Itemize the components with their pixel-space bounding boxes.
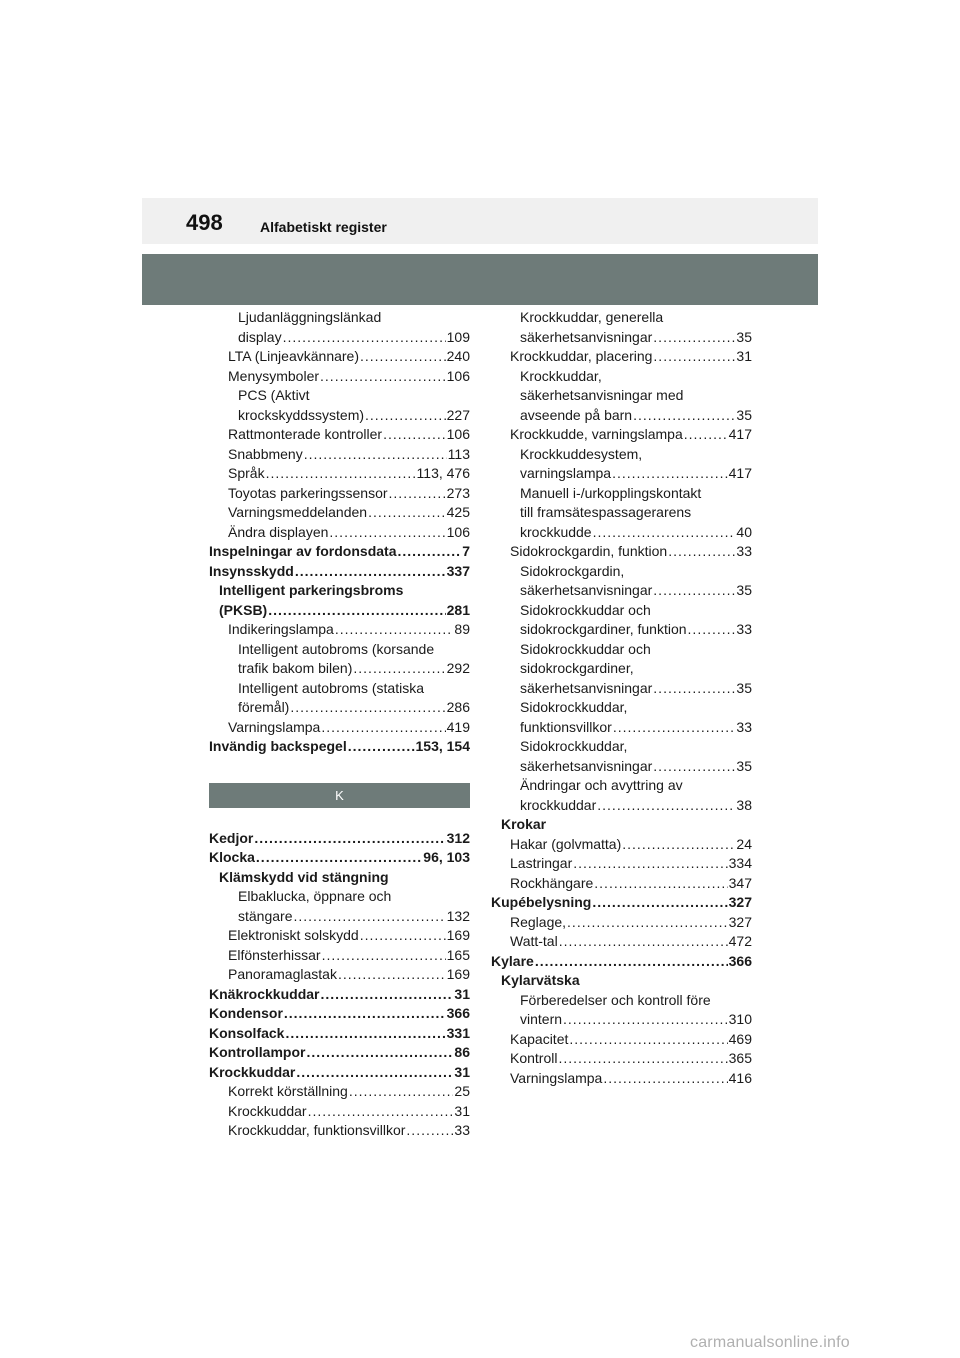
index-entry-text: Kontrollampor: [209, 1044, 306, 1060]
index-entry-page[interactable]: 334: [728, 855, 752, 871]
index-entry-text: Sidokrockgardin,: [520, 562, 625, 579]
index-entry: [209, 523, 470, 543]
index-entry-text: säkerhetsanvisningar: [520, 757, 653, 774]
index-entry-text: Hakar (golvmatta): [510, 835, 622, 852]
index-entry-text: Varningsmeddelanden: [228, 504, 368, 520]
index-entry-text: Krockkuddar,: [520, 367, 602, 384]
index-entry-text: Kapacitet: [510, 1030, 569, 1047]
page-number: 498: [186, 210, 223, 235]
index-entry-text: Sidokrockkuddar,: [520, 699, 628, 715]
index-entry: [491, 913, 752, 933]
dot-leader: [322, 946, 446, 966]
index-entry-page[interactable]: 240: [446, 348, 470, 364]
index-entry: [491, 640, 752, 699]
index-entry-text: Intelligent autobroms (korsande: [238, 640, 435, 657]
dot-leader: [559, 932, 728, 952]
index-entry-text: Rockhängare: [510, 874, 594, 891]
dot-leader: [254, 829, 445, 849]
index-entry-text: Panoramaglastak: [228, 966, 337, 982]
dot-leader: [653, 679, 735, 699]
index-entry: [491, 835, 752, 855]
index-entry-text: funktionsvillkor: [520, 718, 612, 735]
dot-leader: [320, 367, 446, 387]
index-entry: [209, 868, 470, 888]
index-entry-text: krockkudde: [520, 523, 592, 540]
dot-leader: [266, 464, 416, 484]
index-entry: [491, 601, 752, 640]
index-entry-text: Krokar: [501, 816, 547, 832]
dot-leader: [360, 347, 446, 367]
index-entry: [209, 985, 470, 1005]
dot-leader: [592, 893, 727, 913]
dot-leader: [285, 1024, 445, 1044]
index-entry-text: föremål): [238, 699, 290, 715]
dot-leader: [594, 874, 727, 894]
index-entry-text: Intelligent autobroms (statiska: [238, 679, 424, 696]
index-entry: [491, 991, 752, 1030]
index-entry-page[interactable]: 469: [728, 1030, 752, 1047]
index-entry: [491, 1069, 752, 1089]
index-entry-text: Sidokrockkuddar och: [520, 601, 651, 618]
index-entry-text: (PKSB): [219, 601, 268, 618]
index-entry-page[interactable]: 365: [728, 1050, 752, 1066]
index-entry: [491, 425, 752, 445]
index-entry-page[interactable]: 312: [446, 829, 470, 846]
dot-leader: [397, 542, 461, 562]
index-entry-text: sidokrockgardiner, funktion: [520, 621, 687, 637]
dot-leader: [360, 926, 446, 946]
index-list-k-continued: [491, 308, 752, 1088]
index-entry-page[interactable]: 35: [736, 582, 752, 598]
index-entry: [209, 542, 470, 562]
dot-leader: [256, 848, 422, 868]
index-entry-text: säkerhetsanvisningar: [520, 328, 653, 345]
section-title: Alfabetiskt register: [260, 219, 387, 235]
index-entry-text: Krockkuddar, generella: [520, 309, 664, 325]
dot-leader: [335, 620, 454, 640]
dot-leader: [338, 965, 446, 985]
index-entry-text: Krockkuddar: [209, 1063, 296, 1080]
index-entry-text: Knäkrockkuddar: [209, 985, 320, 1002]
index-entry: [491, 971, 752, 991]
index-entry-page[interactable]: 106: [446, 367, 470, 384]
dot-leader: [612, 464, 728, 484]
index-entry: [209, 848, 470, 868]
index-entry-page[interactable]: 327: [728, 894, 752, 910]
header-divider-bar: [142, 254, 818, 305]
index-entry: [491, 815, 752, 835]
index-entry: [209, 1024, 470, 1044]
index-entry-page[interactable]: 7: [462, 543, 470, 559]
index-entry: [209, 562, 470, 582]
index-entry-text: Inspelningar av fordonsdata: [209, 543, 397, 559]
index-entry-page[interactable]: 366: [728, 952, 752, 969]
index-entry: [209, 1082, 470, 1102]
index-entry: [209, 926, 470, 946]
index-entry-page[interactable]: 106: [446, 523, 470, 540]
index-entry-page[interactable]: 419: [446, 718, 470, 735]
index-entry: [491, 874, 752, 894]
dot-leader: [613, 718, 736, 738]
dot-leader: [365, 406, 446, 426]
index-entry: [209, 620, 470, 640]
index-entry-text: Lastringar: [510, 855, 573, 871]
index-entry-page[interactable]: 273: [446, 484, 470, 501]
index-entry-text: Intelligent parkeringsbroms: [219, 582, 404, 598]
dot-leader: [597, 796, 735, 816]
index-entry: [491, 347, 752, 367]
dot-leader: [321, 718, 445, 738]
index-entry-page[interactable]: 417: [728, 426, 752, 442]
index-entry-text: Sidokrockkuddar,: [520, 738, 628, 754]
index-entry: [491, 893, 752, 913]
index-entry: [209, 484, 470, 504]
index-entry: [491, 562, 752, 601]
dot-leader: [622, 835, 735, 855]
dot-leader: [383, 425, 446, 445]
index-entry-page[interactable]: 38: [736, 796, 752, 813]
dot-leader: [306, 1043, 453, 1063]
index-entry-page[interactable]: 33: [736, 621, 752, 637]
index-entry-text: Språk: [228, 465, 265, 481]
index-entry: [209, 1004, 470, 1024]
dot-leader: [329, 523, 445, 543]
dot-leader: [296, 1063, 453, 1083]
index-entry-text: Indikeringslampa: [228, 621, 334, 637]
index-entry-text: display: [238, 328, 282, 345]
index-entry-text: Elfönsterhissar: [228, 946, 321, 963]
index-entry: [209, 386, 470, 425]
dot-leader: [308, 1102, 454, 1122]
index-entry-page[interactable]: 31: [736, 348, 752, 364]
dot-leader: [535, 952, 728, 972]
dot-leader: [567, 913, 728, 933]
index-entry-text: Menysymboler: [228, 367, 320, 384]
index-entry-page[interactable]: 169: [446, 966, 470, 982]
index-entry: [491, 484, 752, 543]
dot-leader: [349, 1082, 454, 1102]
index-entry-text: Snabbmeny: [228, 445, 303, 462]
dot-leader: [684, 425, 728, 445]
page-header: [142, 198, 818, 244]
index-entry-page[interactable]: 40: [736, 523, 752, 540]
index-entry-text: Korrekt körställning: [228, 1083, 348, 1099]
index-entry-text: Kylarvätska: [501, 972, 580, 988]
index-entry-text: Toyotas parkeringssensor: [228, 484, 388, 501]
dot-leader: [389, 484, 446, 504]
index-entry-page[interactable]: 416: [728, 1069, 752, 1086]
index-entry-text: Reglage,: [510, 913, 567, 930]
index-entry-page[interactable]: 153, 154: [415, 738, 470, 754]
index-entry-text: Insynsskydd: [209, 562, 294, 579]
index-list-i: [209, 308, 470, 757]
index-entry: [209, 718, 470, 738]
index-entry: [209, 965, 470, 985]
index-entry-page[interactable]: 366: [446, 1005, 470, 1021]
index-entry: [209, 425, 470, 445]
dot-leader: [284, 1004, 446, 1024]
dot-leader: [653, 347, 735, 367]
index-entry-page[interactable]: 33: [736, 718, 752, 735]
index-entry: [491, 1049, 752, 1069]
index-entry-text: krockkuddar: [520, 796, 597, 813]
index-entry-text: Klocka: [209, 849, 255, 865]
index-entry-text: vintern: [520, 1011, 563, 1027]
index-list-k: [209, 829, 470, 1141]
index-entry-page[interactable]: 113, 476: [416, 465, 470, 481]
index-entry: [209, 1102, 470, 1122]
dot-leader: [653, 328, 735, 348]
index-entry-text: PCS (Aktivt: [238, 387, 310, 403]
index-entry-text: säkerhetsanvisningar: [520, 582, 653, 598]
index-entry: [209, 1121, 470, 1141]
index-entry-page[interactable]: 165: [446, 946, 470, 963]
dot-leader: [563, 1010, 728, 1030]
index-entry-text: Krockkudde, varningslampa: [510, 426, 683, 442]
index-entry: [491, 854, 752, 874]
index-entry-text: Krockkuddar, placering: [510, 348, 653, 364]
index-entry-page[interactable]: 35: [736, 679, 752, 696]
index-entry: [491, 542, 752, 562]
index-entry: [209, 464, 470, 484]
index-entry: [209, 347, 470, 367]
dot-leader: [558, 1049, 727, 1069]
index-entry-text: stängare: [238, 907, 293, 924]
index-entry-page[interactable]: 347: [728, 874, 752, 891]
index-entry-text: Manuell i-/urkopplingskontakt: [520, 484, 702, 501]
index-entry-text: Kontroll: [510, 1050, 558, 1066]
index-entry-page[interactable]: 31: [454, 1063, 470, 1080]
index-entry: [491, 445, 752, 484]
index-entry-text: Watt-tal: [510, 933, 558, 949]
dot-leader: [593, 523, 736, 543]
index-entry: [491, 932, 752, 952]
index-entry: [209, 503, 470, 523]
index-entry-page[interactable]: 35: [736, 328, 752, 345]
index-entry-page[interactable]: 169: [446, 927, 470, 943]
index-entry-text: varningslampa: [520, 465, 612, 481]
index-entry-text: Kedjor: [209, 829, 254, 846]
index-entry: [491, 367, 752, 426]
index-entry: [209, 445, 470, 465]
index-entry-text: till framsätespassagerarens: [520, 504, 692, 520]
letter-divider-k: K: [209, 783, 470, 808]
index-entry-page[interactable]: 31: [454, 985, 470, 1002]
index-entry-page[interactable]: 286: [446, 699, 470, 715]
index-entry-page[interactable]: 96, 103: [423, 849, 470, 865]
index-entry-page[interactable]: 472: [728, 933, 752, 949]
dot-leader: [304, 445, 447, 465]
index-entry-text: Elbaklucka, öppnare och: [238, 888, 392, 904]
index-entry: [491, 737, 752, 776]
index-entry-text: Konsolfack: [209, 1024, 285, 1041]
dot-leader: [268, 601, 445, 621]
dot-leader: [688, 620, 736, 640]
index-entry-text: krockskyddssystem): [238, 406, 365, 423]
index-entry-text: Krockkuddar, funktionsvillkor: [228, 1122, 406, 1138]
index-entry-page[interactable]: 310: [728, 1011, 752, 1027]
index-entry-text: Rattmonterade kontroller: [228, 426, 383, 442]
index-entry-page[interactable]: 337: [446, 562, 470, 579]
index-entry: [209, 1043, 470, 1063]
dot-leader: [668, 542, 735, 562]
dot-leader: [569, 1030, 727, 1050]
dot-leader: [353, 659, 445, 679]
dot-leader: [368, 503, 446, 523]
index-entry-page[interactable]: 132: [446, 907, 470, 924]
index-entry: [209, 640, 470, 679]
index-entry-page[interactable]: 331: [446, 1024, 470, 1041]
index-entry: [209, 308, 470, 347]
dot-leader: [283, 328, 446, 348]
index-entry-page[interactable]: 33: [454, 1122, 470, 1138]
dot-leader: [320, 985, 453, 1005]
index-entry: [209, 1063, 470, 1083]
index-entry-page[interactable]: 33: [736, 543, 752, 559]
index-entry-text: Invändig backspegel: [209, 738, 347, 754]
index-entry-page[interactable]: 113: [447, 445, 470, 462]
index-entry: [491, 308, 752, 347]
index-entry-page[interactable]: 25: [454, 1083, 470, 1099]
index-entry-page[interactable]: 31: [454, 1102, 470, 1119]
index-entry-text: Ljudanläggningslänkad: [238, 309, 382, 325]
index-entry: [209, 367, 470, 387]
index-entry-text: Kupébelysning: [491, 894, 592, 910]
index-entry-text: Klämskydd vid stängning: [219, 868, 389, 885]
index-entry-page[interactable]: 417: [728, 465, 752, 481]
index-entry: [209, 581, 470, 620]
dot-leader: [406, 1121, 453, 1141]
index-entry-page[interactable]: 292: [446, 660, 470, 676]
index-entry: [491, 952, 752, 972]
dot-leader: [653, 757, 735, 777]
index-entry-page[interactable]: 35: [736, 757, 752, 774]
index-entry-page[interactable]: 227: [446, 406, 470, 423]
index-entry-page[interactable]: 425: [446, 504, 470, 520]
index-entry-text: Förberedelser och kontroll före: [520, 991, 711, 1008]
watermark: carmanualsonline.info: [690, 1334, 850, 1351]
index-entry-text: Varningslampa: [510, 1069, 603, 1086]
index-entry-text: Kylare: [491, 952, 534, 969]
dot-leader: [653, 581, 735, 601]
index-entry: [209, 829, 470, 849]
index-column-right: [491, 308, 752, 1088]
index-entry: [209, 679, 470, 718]
index-entry-text: Ändringar och avyttring av: [520, 777, 683, 793]
index-entry-text: avseende på barn: [520, 406, 633, 423]
index-entry-text: Krockkuddesystem,: [520, 445, 643, 462]
index-entry-text: Varningslampa: [228, 718, 321, 735]
index-entry: [209, 946, 470, 966]
index-entry-text: Ändra displayen: [228, 523, 329, 540]
index-column-left: [209, 308, 470, 1141]
index-entry-page[interactable]: 89: [454, 621, 470, 637]
dot-leader: [348, 737, 415, 757]
dot-leader: [293, 907, 445, 927]
index-entry-text: säkerhetsanvisningar med: [520, 387, 684, 403]
dot-leader: [633, 406, 735, 426]
index-entry-text: säkerhetsanvisningar: [520, 679, 653, 696]
index-entry-page[interactable]: 327: [728, 913, 752, 930]
index-entry-page[interactable]: 106: [446, 426, 470, 442]
index-entry-text: Elektroniskt solskydd: [228, 927, 359, 943]
index-entry-text: Krockkuddar: [228, 1102, 307, 1119]
index-entry-page[interactable]: 109: [446, 328, 470, 345]
index-entry-text: Sidokrockgardin, funktion: [510, 543, 668, 559]
dot-leader: [573, 854, 727, 874]
index-entry-page[interactable]: 86: [454, 1044, 470, 1060]
dot-leader: [603, 1069, 727, 1089]
index-entry: [491, 1030, 752, 1050]
dot-leader: [290, 698, 445, 718]
index-entry: [491, 698, 752, 737]
index-entry: [209, 737, 470, 757]
index-entry-text: trafik bakom bilen): [238, 660, 353, 676]
dot-leader: [295, 562, 446, 582]
index-entry-text: sidokrockgardiner,: [520, 660, 634, 676]
index-entry-page[interactable]: 35: [736, 406, 752, 423]
index-entry-text: Kondensor: [209, 1005, 283, 1021]
index-entry-page[interactable]: 24: [736, 835, 752, 852]
index-entry-text: LTA (Linjeavkännare): [228, 348, 359, 364]
index-entry-page[interactable]: 281: [446, 601, 470, 618]
index-entry-text: Sidokrockkuddar och: [520, 640, 651, 657]
index-entry: [209, 887, 470, 926]
index-entry: [491, 776, 752, 815]
